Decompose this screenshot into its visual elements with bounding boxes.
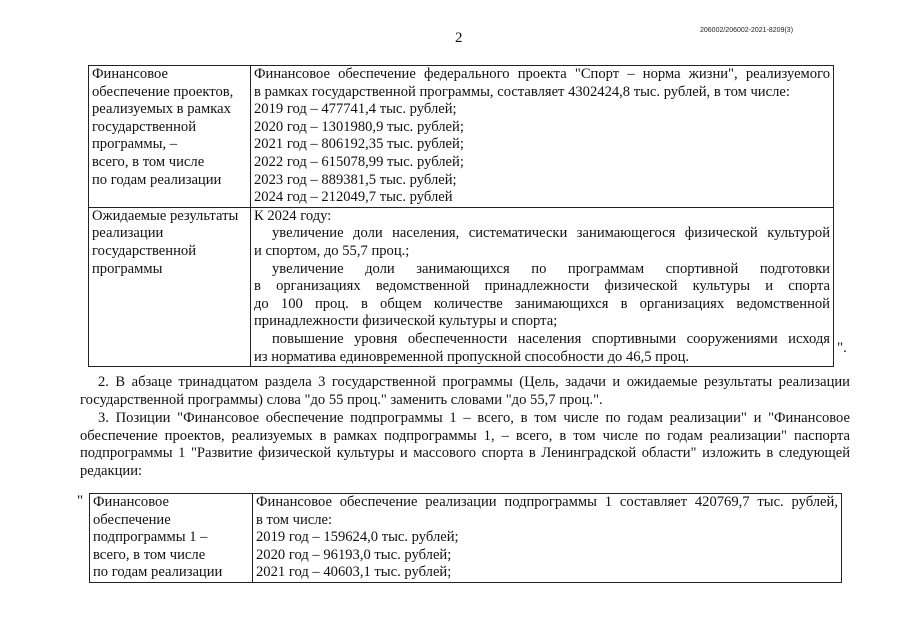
label-lines <box>93 494 249 582</box>
result-line: и спортом, до 55,7 проц.; <box>254 242 410 259</box>
paragraph-line: 3. Позиции "Финансовое обеспечение подпрограммы 1 – всего, в том числе по годам реализации" и "Финансовое <box>98 410 850 426</box>
value-line: 2019 год – 159624,0 тыс. рублей; <box>256 529 459 546</box>
results-items <box>254 225 830 366</box>
row-value-subprogram <box>253 494 842 583</box>
results-intro: К 2024 году: <box>254 207 332 224</box>
label-line: подпрограммы 1 – <box>93 529 208 546</box>
label-line: государственной <box>92 118 197 135</box>
result-item <box>254 261 830 331</box>
result-line: увеличение доли занимающихся по программам спортивной подготовки <box>272 260 830 277</box>
label-lines <box>92 208 247 278</box>
value-line: в рамках государственной программы, составляет 4302424,8 тыс. рублей, в том числе: <box>254 83 790 100</box>
result-line: в организациях ведомственной принадлежности физической культуры и спорта <box>254 278 830 295</box>
value-line: 2021 год – 40603,1 тыс. рублей; <box>256 564 452 581</box>
value-line: 2019 год – 477741,4 тыс. рублей; <box>254 101 457 118</box>
value-line: 2023 год – 889381,5 тыс. рублей; <box>254 171 457 188</box>
result-line: из норматива единовременной пропускной способности до 46,5 проц. <box>254 348 690 365</box>
value-line: 2022 год – 615078,99 тыс. рублей; <box>254 153 464 170</box>
document-id: 206002/206002-2021-8209(3) <box>700 27 794 34</box>
label-line: Финансовое <box>93 494 169 510</box>
label-line: программы, – <box>92 136 178 153</box>
result-item <box>254 331 830 366</box>
row-label-results <box>89 207 251 366</box>
table-row-subprogram-financing <box>90 494 842 583</box>
value-line: Финансовое обеспечение федерального проекта "Спорт – норма жизни", реализуемого <box>254 66 830 82</box>
paragraph-line: государственной программы) слова "до 55 проц." заменить словами "до 55,7 проц.". <box>80 391 603 408</box>
paragraph-3 <box>80 410 850 480</box>
label-line: всего, в том числе <box>92 153 205 170</box>
label-line: всего, в том числе <box>93 546 206 563</box>
paragraph-line: редакции: <box>80 462 143 479</box>
label-line: программы <box>92 260 163 277</box>
label-line: по годам реализации <box>93 564 223 581</box>
value-lines <box>256 494 838 582</box>
result-line: до 100 проц. в общем количестве занимающихся в организациях ведомственной <box>254 295 830 312</box>
table-row-results <box>89 207 834 366</box>
paragraph-line: 2. В абзаце тринадцатом раздела 3 государственной программы (Цель, задачи и ожидаемые результаты реализации <box>98 374 850 390</box>
paragraph-line: подпрограммы 1 "Развитие физической культуры и массового спорта в Ленинградской области" изложить в следующей <box>80 445 850 462</box>
passport-table <box>88 65 834 367</box>
closing-quote: ". <box>837 340 847 356</box>
label-line: обеспечение <box>93 511 171 528</box>
subprogram-table <box>89 493 842 583</box>
paragraph-2 <box>80 374 850 409</box>
result-item <box>254 225 830 260</box>
result-line: увеличение доли населения, систематически занимающегося физической культурой <box>272 225 830 242</box>
label-lines <box>92 66 247 189</box>
label-line: Финансовое <box>92 66 168 82</box>
row-value-financing <box>251 66 834 208</box>
table-row-financing <box>89 66 834 208</box>
value-line: в том числе: <box>256 511 333 528</box>
value-line: 2020 год – 96193,0 тыс. рублей; <box>256 546 452 563</box>
value-line: 2020 год – 1301980,9 тыс. рублей; <box>254 118 464 135</box>
opening-quote: " <box>77 493 84 509</box>
label-line: реализуемых в рамках <box>92 101 231 118</box>
value-line: 2024 год – 212049,7 тыс. рублей <box>254 189 453 206</box>
label-line: по годам реализации <box>92 171 222 188</box>
label-line: реализации <box>92 225 164 242</box>
result-line: принадлежности физической культуры и спорта; <box>254 313 558 330</box>
page-number: 2 <box>455 30 463 46</box>
label-line: государственной <box>92 242 197 259</box>
value-line: Финансовое обеспечение реализации подпрограммы 1 составляет 420769,7 тыс. рублей, <box>256 494 838 510</box>
paragraph-line: обеспечение проектов, реализуемых в рамках подпрограммы 1, – всего, в том числе по годам реализации" паспорта <box>80 427 850 444</box>
value-lines <box>254 66 830 207</box>
label-line: Ожидаемые результаты <box>92 207 239 224</box>
value-line: 2021 год – 806192,35 тыс. рублей; <box>254 136 464 153</box>
row-label-financing <box>89 66 251 208</box>
row-value-results <box>251 207 834 366</box>
label-line: обеспечение проектов, <box>92 83 234 100</box>
result-line: повышение уровня обеспеченности населения спортивными сооружениями исходя <box>272 330 830 347</box>
row-label-subprogram <box>90 494 253 583</box>
